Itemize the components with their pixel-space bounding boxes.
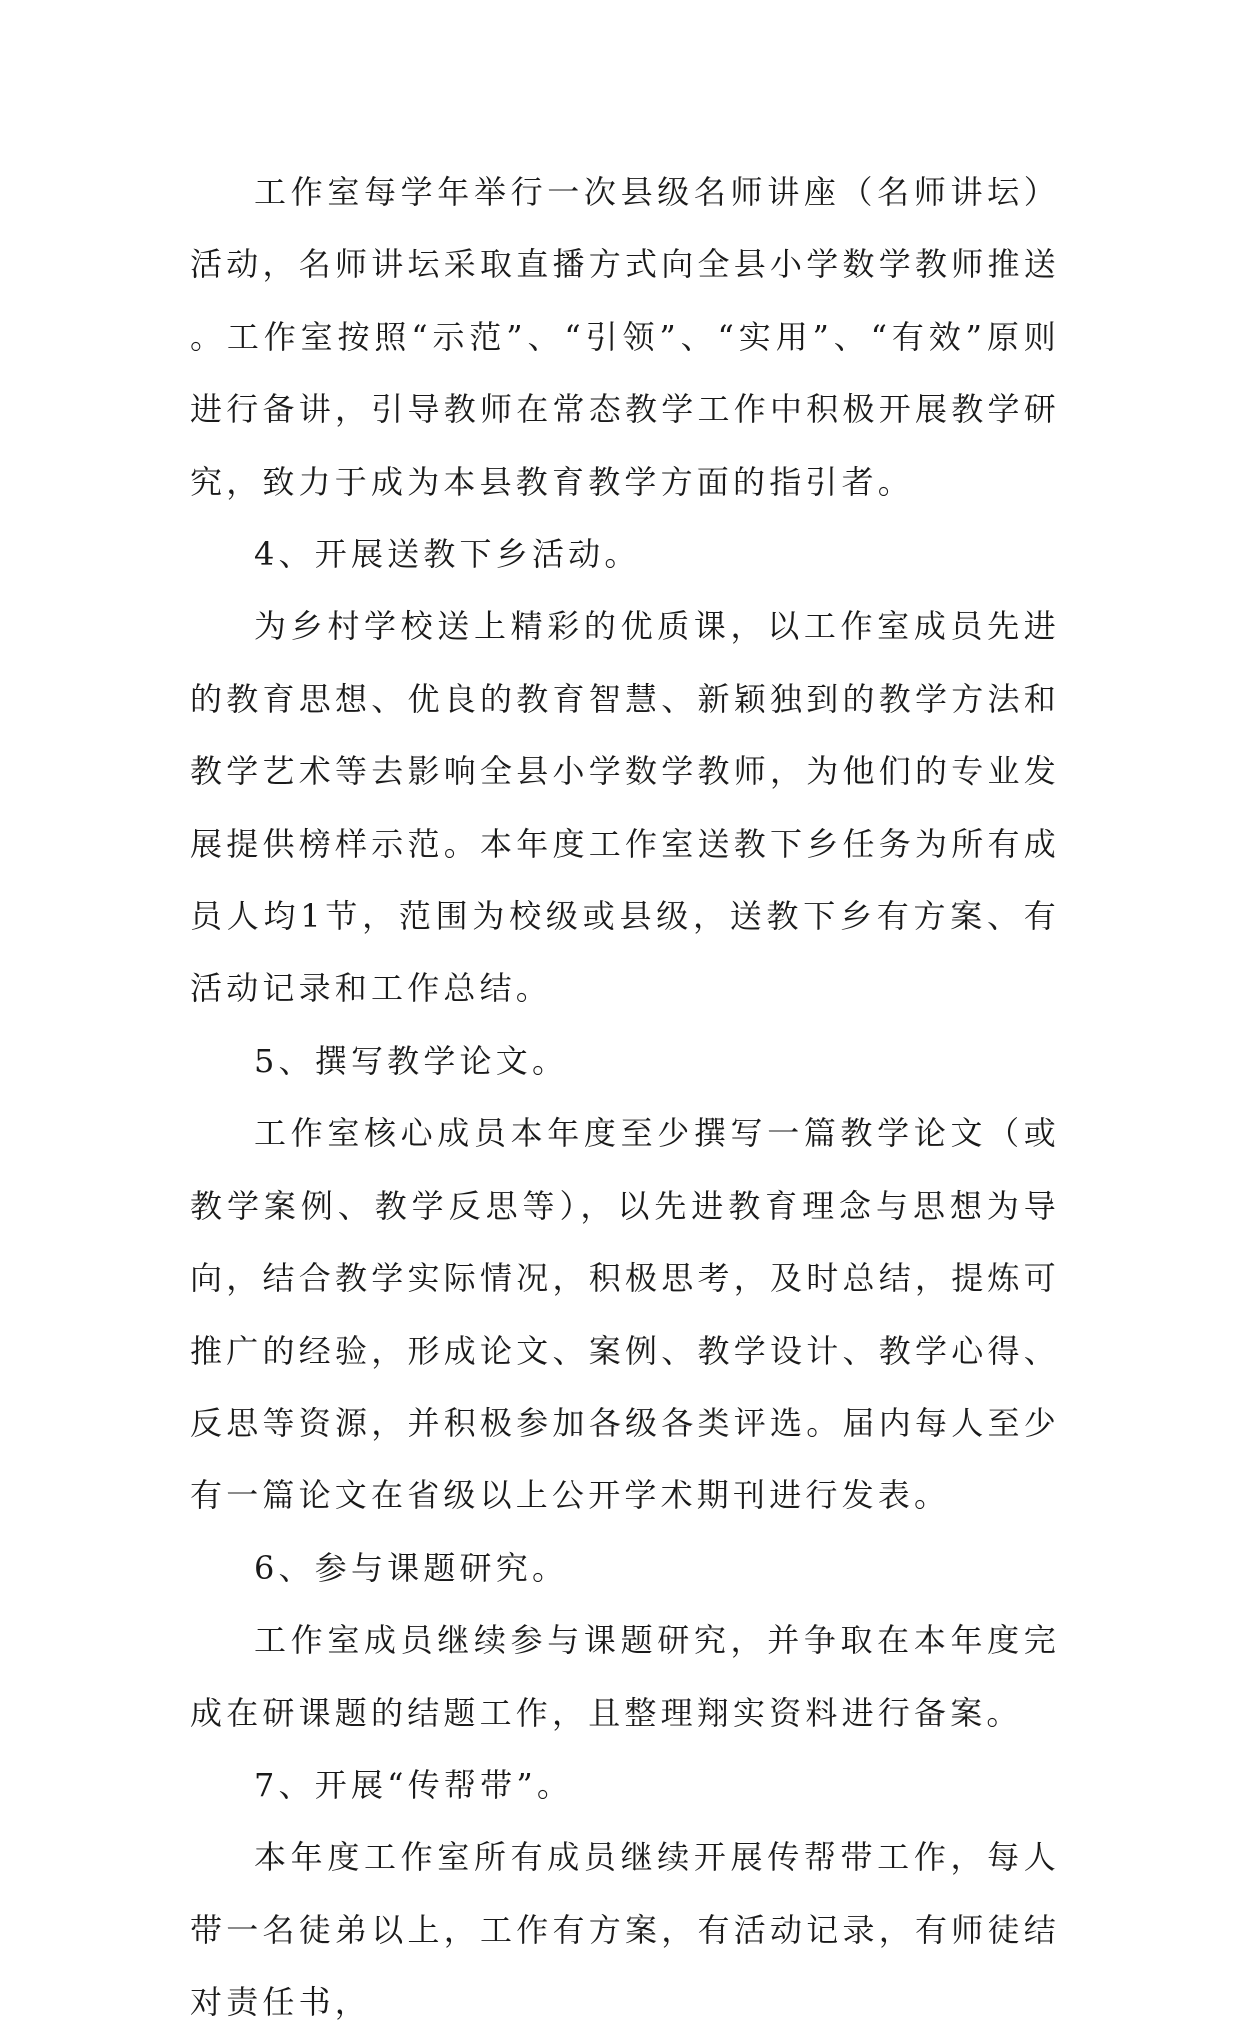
paragraph-mentoring: 本年度工作室所有成员继续开展传帮带工作，每人带一名徒弟以上，工作有方案，有活动记录，有师徒结对责任书，	[190, 1838, 1060, 2022]
paragraph-lecture: 工作室每学年举行一次县级名师讲座（名师讲坛）活动，名师讲坛采取直播方式向全县小学数学教师推送。工作室按照“示范”、“引领”、“实用”、“有效”原则进行备讲，引导教师在常态教学工作中积极开展教学研究，致力于成为本县教育教学方面的指引者。	[190, 173, 1060, 501]
heading-outreach: 4、开展送教下乡活动。	[254, 535, 641, 574]
paragraph-outreach: 为乡村学校送上精彩的优质课，以工作室成员先进的教育思想、优良的教育智慧、新颖独到的教学方法和教学艺术等去影响全县小学数学教师，为他们的专业发展提供榜样示范。本年度工作室送教下乡任务为所有成员人均1节，范围为校级或县级，送教下乡有方案、有活动记录和工作总结。	[190, 607, 1060, 1008]
heading-research: 6、参与课题研究。	[254, 1548, 569, 1587]
document-body	[190, 156, 1060, 2039]
heading-mentoring: 7、开展“传帮带”。	[254, 1765, 574, 1804]
heading-papers: 5、撰写教学论文。	[254, 1041, 569, 1080]
paragraph-research: 工作室成员继续参与课题研究，并争取在本年度完成在研课题的结题工作，且整理翔实资料进行备案。	[190, 1621, 1060, 1732]
paragraph-papers: 工作室核心成员本年度至少撰写一篇教学论文（或教学案例、教学反思等），以先进教育理念与思想为导向，结合教学实际情况，积极思考，及时总结，提炼可推广的经验，形成论文、案例、教学设计、教学心得、反思等资源，并积极参加各级各类评选。届内每人至少有一篇论文在省级以上公开学术期刊进行发表。	[190, 1114, 1060, 1515]
